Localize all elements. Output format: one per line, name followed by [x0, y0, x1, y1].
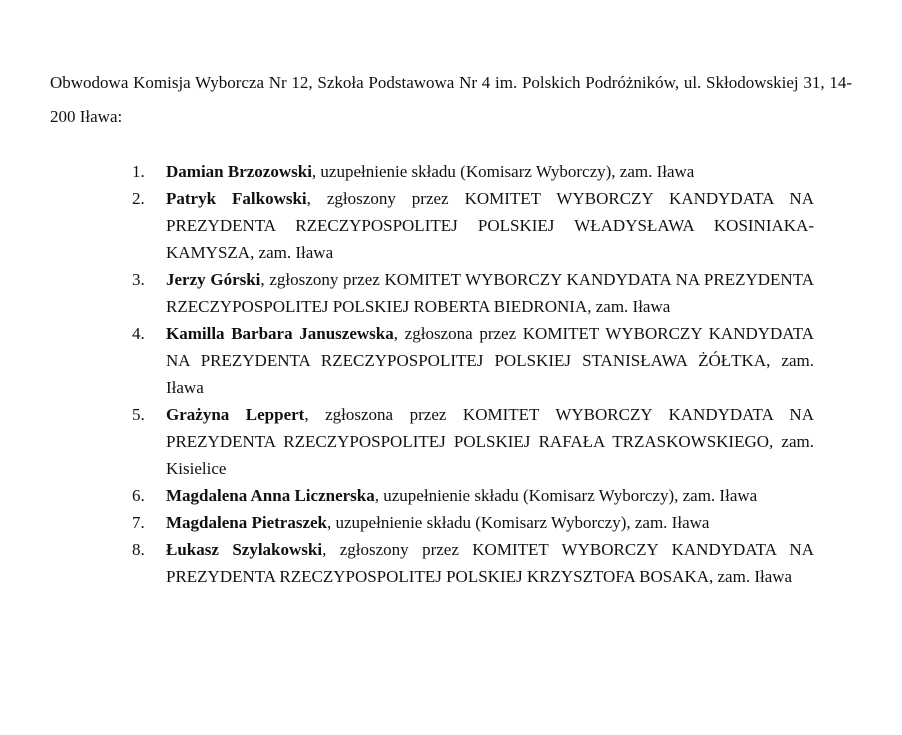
- member-name: Jerzy Górski: [166, 270, 261, 289]
- member-item: [120, 320, 814, 401]
- member-name: Magdalena Pietraszek: [166, 513, 327, 532]
- member-item: [120, 185, 814, 266]
- commission-header: Obwodowa Komisja Wyborcza Nr 12, Szkoła Podstawowa Nr 4 im. Polskich Podróżników, ul. Skłodowskiej 31, 14-200 Iława:: [50, 73, 852, 126]
- member-item: [120, 482, 814, 509]
- member-number: 7.: [132, 513, 145, 532]
- member-name: Kamilla Barbara Januszewska: [166, 324, 394, 343]
- member-name: Grażyna Leppert: [166, 405, 305, 424]
- member-number: 3.: [132, 270, 145, 289]
- member-list: [120, 158, 814, 590]
- member-item: [120, 158, 814, 185]
- member-details: , uzupełnienie składu (Komisarz Wyborczy), zam. Iława: [374, 486, 758, 505]
- member-details: , zgłoszony przez KOMITET WYBORCZY KANDYDATA NA PREZYDENTA RZECZYPOSPOLITEJ POLSKIEJ ROBERTA BIEDRONIA, zam. Iława: [166, 270, 814, 316]
- member-item: [120, 266, 814, 320]
- member-number: 2.: [132, 189, 145, 208]
- member-number: 8.: [132, 540, 145, 559]
- member-number: 6.: [132, 486, 145, 505]
- member-item: [120, 536, 814, 590]
- member-item: [120, 401, 814, 482]
- member-number: 1.: [132, 162, 145, 181]
- member-details: , zgłoszony przez KOMITET WYBORCZY KANDYDATA NA PREZYDENTA RZECZYPOSPOLITEJ POLSKIEJ KRZYSZTOFA BOSAKA, zam. Iława: [166, 540, 814, 586]
- member-number: 5.: [132, 405, 145, 424]
- member-details: , uzupełnienie składu (Komisarz Wyborczy), zam. Iława: [327, 513, 710, 532]
- member-name: Łukasz Szylakowski: [166, 540, 323, 559]
- member-item: [120, 509, 814, 536]
- member-details: , zgłoszona przez KOMITET WYBORCZY KANDYDATA NA PREZYDENTA RZECZYPOSPOLITEJ POLSKIEJ STANISŁAWA ŻÓŁTKA, zam. Iława: [166, 324, 814, 397]
- member-name: Damian Brzozowski: [166, 162, 312, 181]
- member-details: , zgłoszony przez KOMITET WYBORCZY KANDYDATA NA PREZYDENTA RZECZYPOSPOLITEJ POLSKIEJ WŁADYSŁAWA KOSINIAKA-KAMYSZA, zam. Iława: [166, 189, 814, 262]
- member-name: Patryk Falkowski: [166, 189, 307, 208]
- member-details: , uzupełnienie składu (Komisarz Wyborczy), zam. Iława: [311, 162, 695, 181]
- member-details: , zgłoszona przez KOMITET WYBORCZY KANDYDATA NA PREZYDENTA RZECZYPOSPOLITEJ POLSKIEJ RAFAŁA TRZASKOWSKIEGO, zam. Kisielice: [166, 405, 814, 478]
- member-name: Magdalena Anna Licznerska: [166, 486, 375, 505]
- member-number: 4.: [132, 324, 145, 343]
